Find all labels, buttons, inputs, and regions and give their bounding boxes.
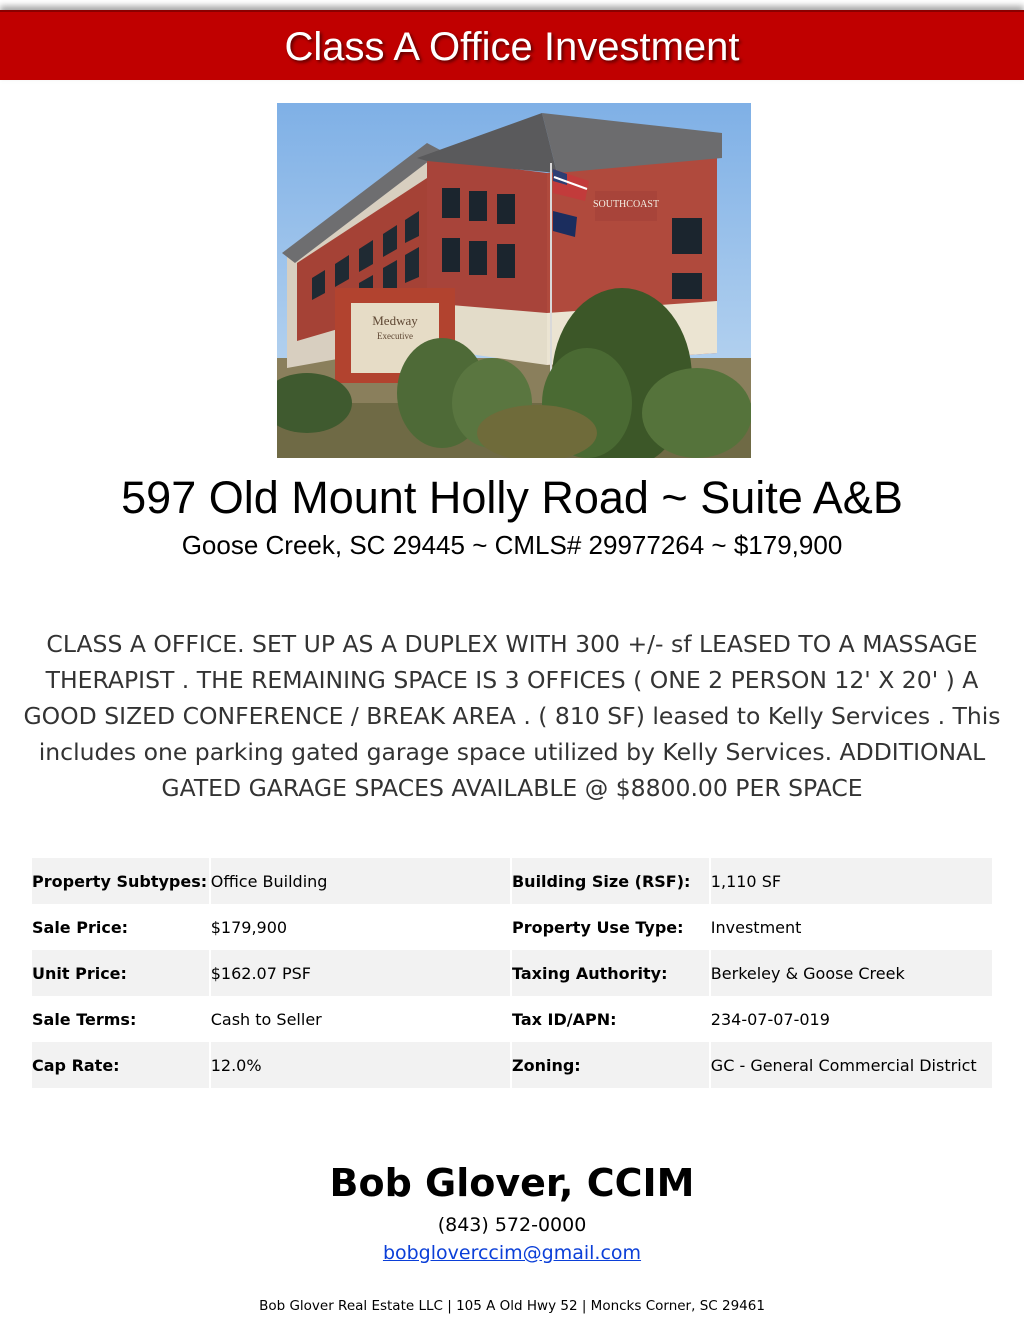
- fact-value: 12.0%: [211, 1042, 510, 1088]
- fact-value: Cash to Seller: [211, 996, 510, 1042]
- fact-label: Cap Rate:: [32, 1042, 209, 1088]
- fact-label: Property Subtypes:: [32, 858, 209, 904]
- agent-email-container: [0, 1239, 1024, 1267]
- fact-label: Unit Price:: [32, 950, 209, 996]
- svg-text:SOUTHCOAST: SOUTHCOAST: [592, 199, 660, 210]
- table-row: [32, 996, 992, 1042]
- table-row: [32, 950, 992, 996]
- fact-label: Zoning:: [512, 1042, 709, 1088]
- property-address: 597 Old Mount Holly Road ~ Suite A&B: [121, 472, 903, 523]
- svg-text:Executive: Executive: [377, 331, 413, 341]
- fact-label: Building Size (RSF):: [512, 858, 709, 904]
- footer-contact: Bob Glover Real Estate LLC | 105 A Old Hwy 52 | Moncks Corner, SC 29461: [259, 1298, 765, 1314]
- fact-value: $162.07 PSF: [211, 950, 510, 996]
- fact-value: 234-07-07-019: [711, 996, 992, 1042]
- fact-label: Tax ID/APN:: [512, 996, 709, 1042]
- property-subaddress: Goose Creek, SC 29445 ~ CMLS# 29977264 ~ $179,900: [181, 530, 843, 560]
- fact-value: Investment: [711, 904, 992, 950]
- table-row: [32, 904, 992, 950]
- fact-value: $179,900: [211, 904, 510, 950]
- fact-label: Taxing Authority:: [512, 950, 709, 996]
- fact-value: Office Building: [211, 858, 510, 904]
- fact-value: GC - General Commercial District: [711, 1042, 992, 1088]
- fact-value: 1,110 SF: [711, 858, 992, 904]
- svg-text:Medway: Medway: [372, 313, 418, 328]
- fact-label: Sale Price:: [32, 904, 209, 950]
- fact-value: Berkeley & Goose Creek: [711, 950, 992, 996]
- header-banner: [0, 10, 1024, 80]
- table-row: [32, 858, 992, 904]
- fact-label: Sale Terms:: [32, 996, 209, 1042]
- fact-label: Property Use Type:: [512, 904, 709, 950]
- agent-phone: (843) 572-0000: [437, 1214, 587, 1236]
- property-description: CLASS A OFFICE. SET UP AS A DUPLEX WITH 300 +/- sf LEASED TO A MASSAGE THERAPIST . THE REMAINING SPACE IS 3 OFFICES ( ONE 2 PERSON 12' X 20' ) A GOOD SIZED CONFERENCE / BREAK AREA . ( 810 SF) leased to Kelly Services . This includes one parking gated garage space utilized by Kelly Services. ADDITIONAL GATED GARAGE SPACES AVAILABLE @ $8800.00 PER SPACE: [23, 630, 1001, 802]
- table-row: [32, 1042, 992, 1088]
- property-photo: [277, 103, 751, 458]
- agent-name: Bob Glover, CCIM: [329, 1161, 695, 1205]
- agent-email-link[interactable]: bobgloverccim@gmail.com: [382, 1242, 642, 1264]
- page-title: Class A Office Investment: [284, 25, 740, 69]
- property-facts-table: [30, 858, 994, 1088]
